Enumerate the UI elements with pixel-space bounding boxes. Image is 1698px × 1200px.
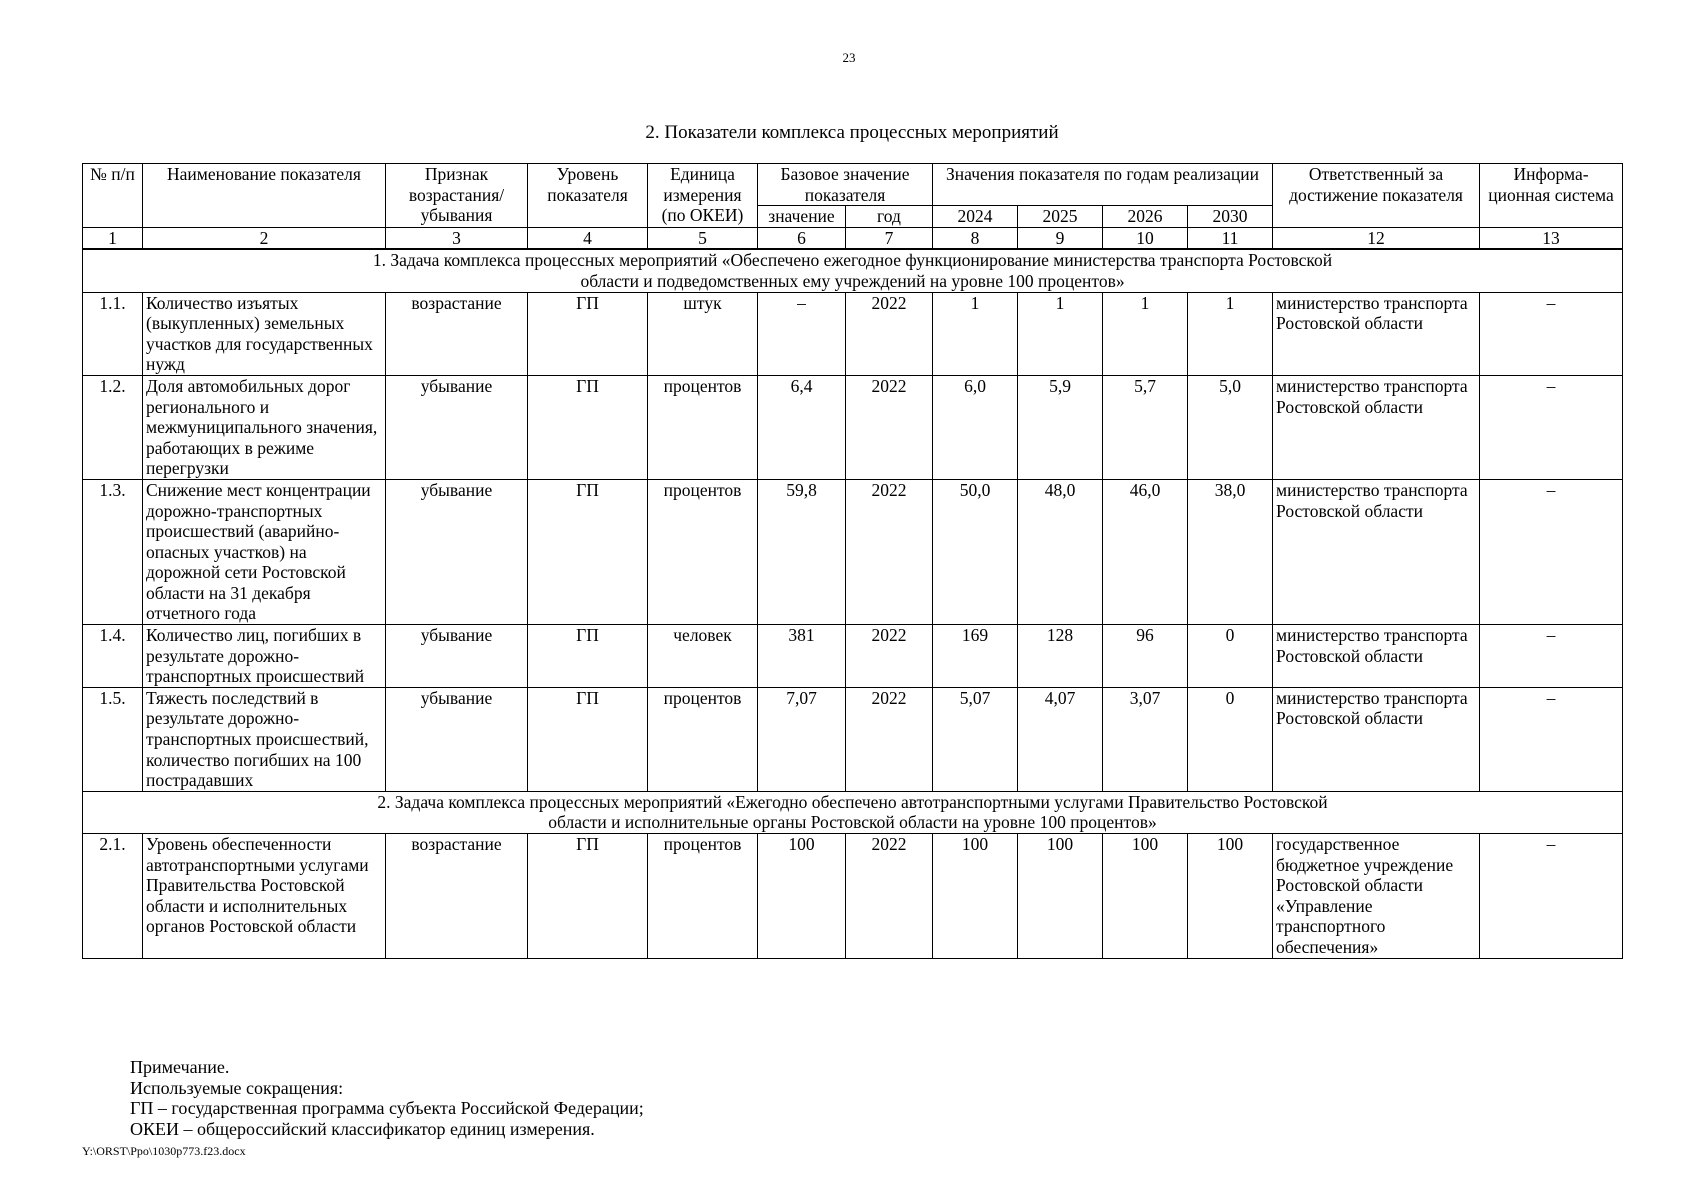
col-number: 10 [1103,227,1188,249]
row-value-2026: 5,7 [1103,375,1188,479]
row-level: ГП [528,479,648,624]
task-1-title: 1. Задача комплекса процессных мероприятий «Обеспечено ежегодное функционирование министерства транспорта Ростовской области и подведомственных ему учреждений на уровне 100 процентов» [83,249,1623,292]
row-name: Количество изъятых (выкупленных) земельных участков для государственных нужд [143,292,386,375]
row-name: Количество лиц, погибших в результате дорожно-транспортных происшествий [143,625,386,688]
task-2-title: 2. Задача комплекса процессных мероприятий «Ежегодно обеспечено автотранспортными услугами Правительство Ростовской области и исполнительные органы Ростовской области на уровне 100 процентов» [83,791,1623,833]
row-value-2026: 3,07 [1103,687,1188,791]
row-base-value: – [758,292,846,375]
col-number: 5 [648,227,758,249]
indicators-table [82,163,1623,959]
header-base: Базовое значение показателя [758,164,933,206]
row-info-system: – [1480,834,1623,959]
row-value-2025: 100 [1018,834,1103,959]
col-number: 1 [83,227,143,249]
row-sign: убывание [386,687,528,791]
table-row [83,479,1623,624]
row-value-2025: 1 [1018,292,1103,375]
row-value-2024: 169 [933,625,1018,688]
table-row [83,292,1623,375]
row-num: 1.5. [83,687,143,791]
header-year-2030: 2030 [1188,206,1273,228]
header-name: Наименование показателя [143,164,386,228]
row-base-year: 2022 [846,625,933,688]
row-num: 1.2. [83,375,143,479]
header-base-value: значение [758,206,846,228]
row-num: 1.4. [83,625,143,688]
row-responsible: министерство транспорта Ростовской области [1273,479,1480,624]
col-number: 9 [1018,227,1103,249]
row-value-2025: 4,07 [1018,687,1103,791]
row-responsible: государственное бюджетное учреждение Ростовской области «Управление транспортного обеспечения» [1273,834,1480,959]
row-value-2030: 1 [1188,292,1273,375]
col-number: 2 [143,227,386,249]
row-value-2024: 6,0 [933,375,1018,479]
row-value-2026: 46,0 [1103,479,1188,624]
row-sign: возрастание [386,292,528,375]
row-responsible: министерство транспорта Ростовской области [1273,687,1480,791]
row-value-2024: 5,07 [933,687,1018,791]
row-name: Уровень обеспеченности автотранспортными услугами Правительства Ростовской области и исполнительных органов Ростовской области [143,834,386,959]
row-num: 1.1. [83,292,143,375]
header-num: № п/п [83,164,143,228]
row-value-2024: 100 [933,834,1018,959]
table-row [83,625,1623,688]
row-base-year: 2022 [846,479,933,624]
row-sign: убывание [386,479,528,624]
row-level: ГП [528,625,648,688]
table-row [83,375,1623,479]
row-responsible: министерство транспорта Ростовской области [1273,625,1480,688]
row-base-value: 59,8 [758,479,846,624]
notes-title: Примечание. [130,1057,230,1077]
col-number: 7 [846,227,933,249]
row-base-year: 2022 [846,687,933,791]
row-base-value: 6,4 [758,375,846,479]
row-base-year: 2022 [846,834,933,959]
row-sign: убывание [386,375,528,479]
row-level: ГП [528,292,648,375]
col-number: 8 [933,227,1018,249]
row-level: ГП [528,687,648,791]
row-unit: человек [648,625,758,688]
task-row [83,791,1623,833]
page-number: 23 [842,50,856,65]
row-num: 2.1. [83,834,143,959]
row-value-2026: 1 [1103,292,1188,375]
row-info-system: – [1480,375,1623,479]
row-value-2030: 0 [1188,625,1273,688]
table-row [83,834,1623,959]
notes-gp: ГП – государственная программа субъекта Российской Федерации; [130,1098,644,1119]
row-sign: возрастание [386,834,528,959]
row-base-value: 100 [758,834,846,959]
header-level: Уровень показателя [528,164,648,228]
col-number: 3 [386,227,528,249]
row-value-2024: 50,0 [933,479,1018,624]
row-responsible: министерство транспорта Ростовской области [1273,292,1480,375]
table-title: 2. Показатели комплекса процессных мероприятий [645,122,1059,143]
task-row [83,249,1623,292]
row-base-year: 2022 [846,375,933,479]
row-value-2026: 100 [1103,834,1188,959]
row-unit: штук [648,292,758,375]
row-name: Снижение мест концентрации дорожно-транспортных происшествий (аварийно-опасных участков) на дорожной сети Ростовской области на 31 декабря отчетного года [143,479,386,624]
col-number: 6 [758,227,846,249]
row-base-year: 2022 [846,292,933,375]
row-base-value: 7,07 [758,687,846,791]
table-header [83,164,1623,228]
row-level: ГП [528,834,648,959]
header-year-2025: 2025 [1018,206,1103,228]
row-name: Тяжесть последствий в результате дорожно-транспортных происшествий, количество погибших на 100 пострадавших [143,687,386,791]
header-values: Значения показателя по годам реализации [933,164,1273,206]
row-info-system: – [1480,625,1623,688]
col-number: 4 [528,227,648,249]
col-number: 12 [1273,227,1480,249]
column-numbers-row [83,227,1623,249]
header-info-system: Информа-ционная система [1480,164,1623,228]
col-number: 11 [1188,227,1273,249]
header-responsible: Ответственный за достижение показателя [1273,164,1480,228]
row-value-2030: 100 [1188,834,1273,959]
row-base-value: 381 [758,625,846,688]
notes [130,1057,644,1139]
row-value-2024: 1 [933,292,1018,375]
header-sign: Признак возрастания/ убывания [386,164,528,228]
header-year-2024: 2024 [933,206,1018,228]
header-year-2026: 2026 [1103,206,1188,228]
row-info-system: – [1480,479,1623,624]
footer-file-path: Y:\ORST\Ppo\1030p773.f23.docx [82,1144,246,1158]
row-value-2030: 38,0 [1188,479,1273,624]
row-unit: процентов [648,479,758,624]
col-number: 13 [1480,227,1623,249]
notes-okei: ОКЕИ – общероссийский классификатор единиц измерения. [130,1118,595,1139]
notes-abbr-title: Используемые сокращения: [130,1077,344,1098]
row-unit: процентов [648,834,758,959]
header-unit: Единица измерения (по ОКЕИ) [648,164,758,228]
header-base-year: год [846,206,933,228]
row-level: ГП [528,375,648,479]
row-value-2030: 0 [1188,687,1273,791]
row-info-system: – [1480,292,1623,375]
row-responsible: министерство транспорта Ростовской области [1273,375,1480,479]
row-value-2026: 96 [1103,625,1188,688]
row-unit: процентов [648,375,758,479]
row-value-2030: 5,0 [1188,375,1273,479]
row-name: Доля автомобильных дорог регионального и межмуниципального значения, работающих в режиме перегрузки [143,375,386,479]
row-value-2025: 128 [1018,625,1103,688]
row-unit: процентов [648,687,758,791]
row-sign: убывание [386,625,528,688]
row-num: 1.3. [83,479,143,624]
row-info-system: – [1480,687,1623,791]
row-value-2025: 5,9 [1018,375,1103,479]
table-row [83,687,1623,791]
row-value-2025: 48,0 [1018,479,1103,624]
